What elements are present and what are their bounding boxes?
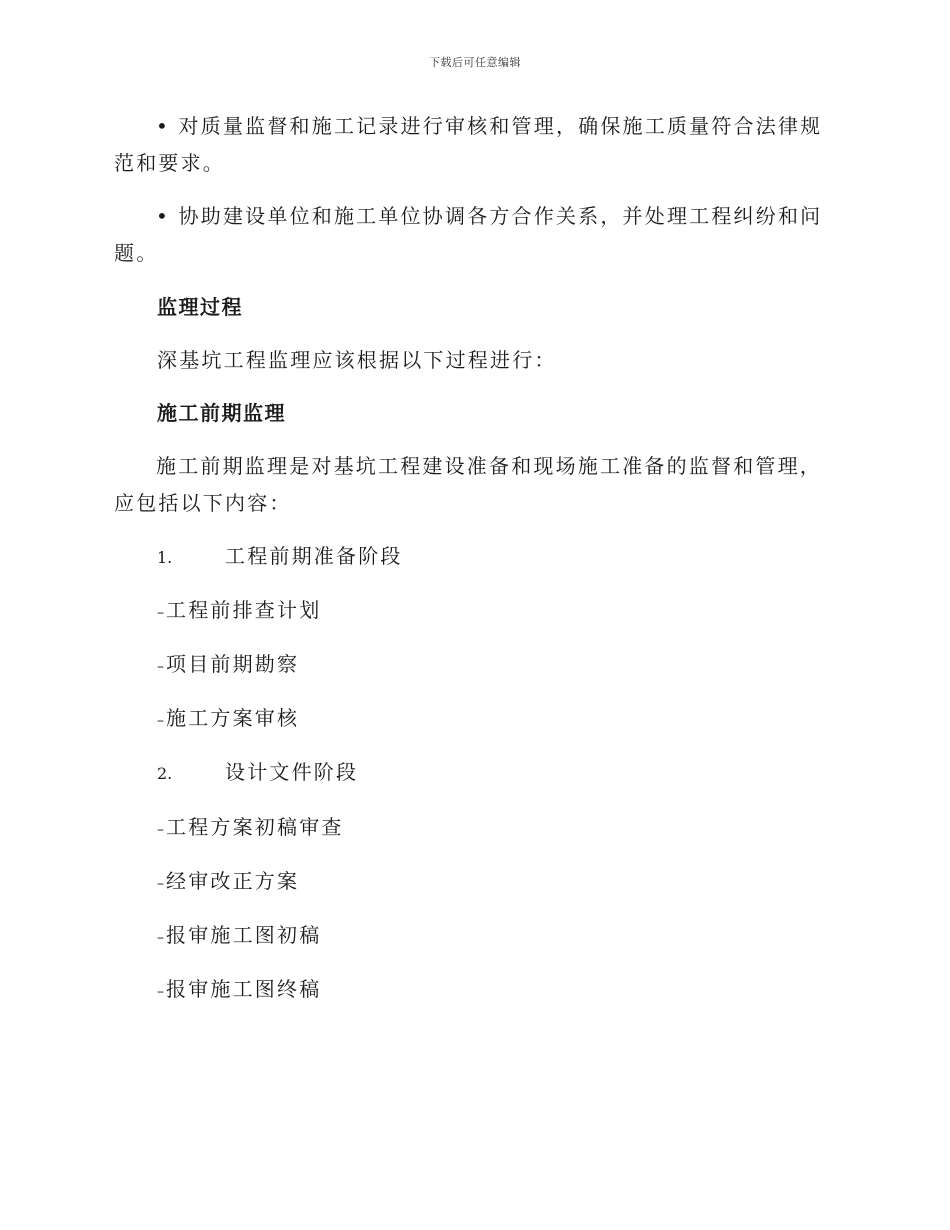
list-item-title: 工程前期准备阶段 xyxy=(225,544,403,568)
section-intro-pre-construction: 施工前期监理是对基坑工程建设准备和现场施工准备的监督和管理，应包括以下内容： xyxy=(114,454,822,515)
dash-marker: – xyxy=(157,930,164,946)
sub-item-text: 报审施工图终稿 xyxy=(166,977,322,1001)
sub-item-text: 项目前期勘察 xyxy=(166,652,300,676)
section-intro-supervision-process: 深基坑工程监理应该根据以下过程进行： xyxy=(157,348,557,372)
sub-item-text: 经审改正方案 xyxy=(166,869,300,893)
section-heading-supervision-process: 监理过程 xyxy=(157,295,243,319)
sub-item xyxy=(157,921,321,952)
dash-marker: – xyxy=(157,984,164,1000)
dash-marker: – xyxy=(157,713,164,729)
dash-marker: – xyxy=(157,876,164,892)
sub-item xyxy=(157,650,299,681)
list-item-number: 2. xyxy=(157,764,173,783)
dash-marker: – xyxy=(157,605,164,621)
dash-marker: – xyxy=(157,822,164,838)
sub-item xyxy=(157,813,344,844)
page-header: 下载后可任意编辑 xyxy=(429,56,521,69)
list-item-title: 设计文件阶段 xyxy=(225,760,359,784)
section-heading-pre-construction: 施工前期监理 xyxy=(157,401,286,425)
sub-item-text: 工程前排查计划 xyxy=(166,598,322,622)
bullet-paragraph-1: • 对质量监督和施工记录进行审核和管理，确保施工质量符合法律规范和要求。 xyxy=(114,114,823,175)
sub-item-text: 施工方案审核 xyxy=(166,706,300,730)
list-item-2 xyxy=(157,758,358,788)
sub-item xyxy=(157,596,321,627)
sub-item xyxy=(157,867,299,898)
sub-item xyxy=(157,975,321,1006)
list-item-1 xyxy=(157,542,403,572)
dash-marker: – xyxy=(157,659,164,675)
sub-item-text: 工程方案初稿审查 xyxy=(166,815,344,839)
sub-item xyxy=(157,704,299,735)
sub-item-text: 报审施工图初稿 xyxy=(166,923,322,947)
bullet-paragraph-2: • 协助建设单位和施工单位协调各方合作关系，并处理工程纠纷和问题。 xyxy=(114,204,823,265)
list-item-number: 1. xyxy=(157,548,173,567)
